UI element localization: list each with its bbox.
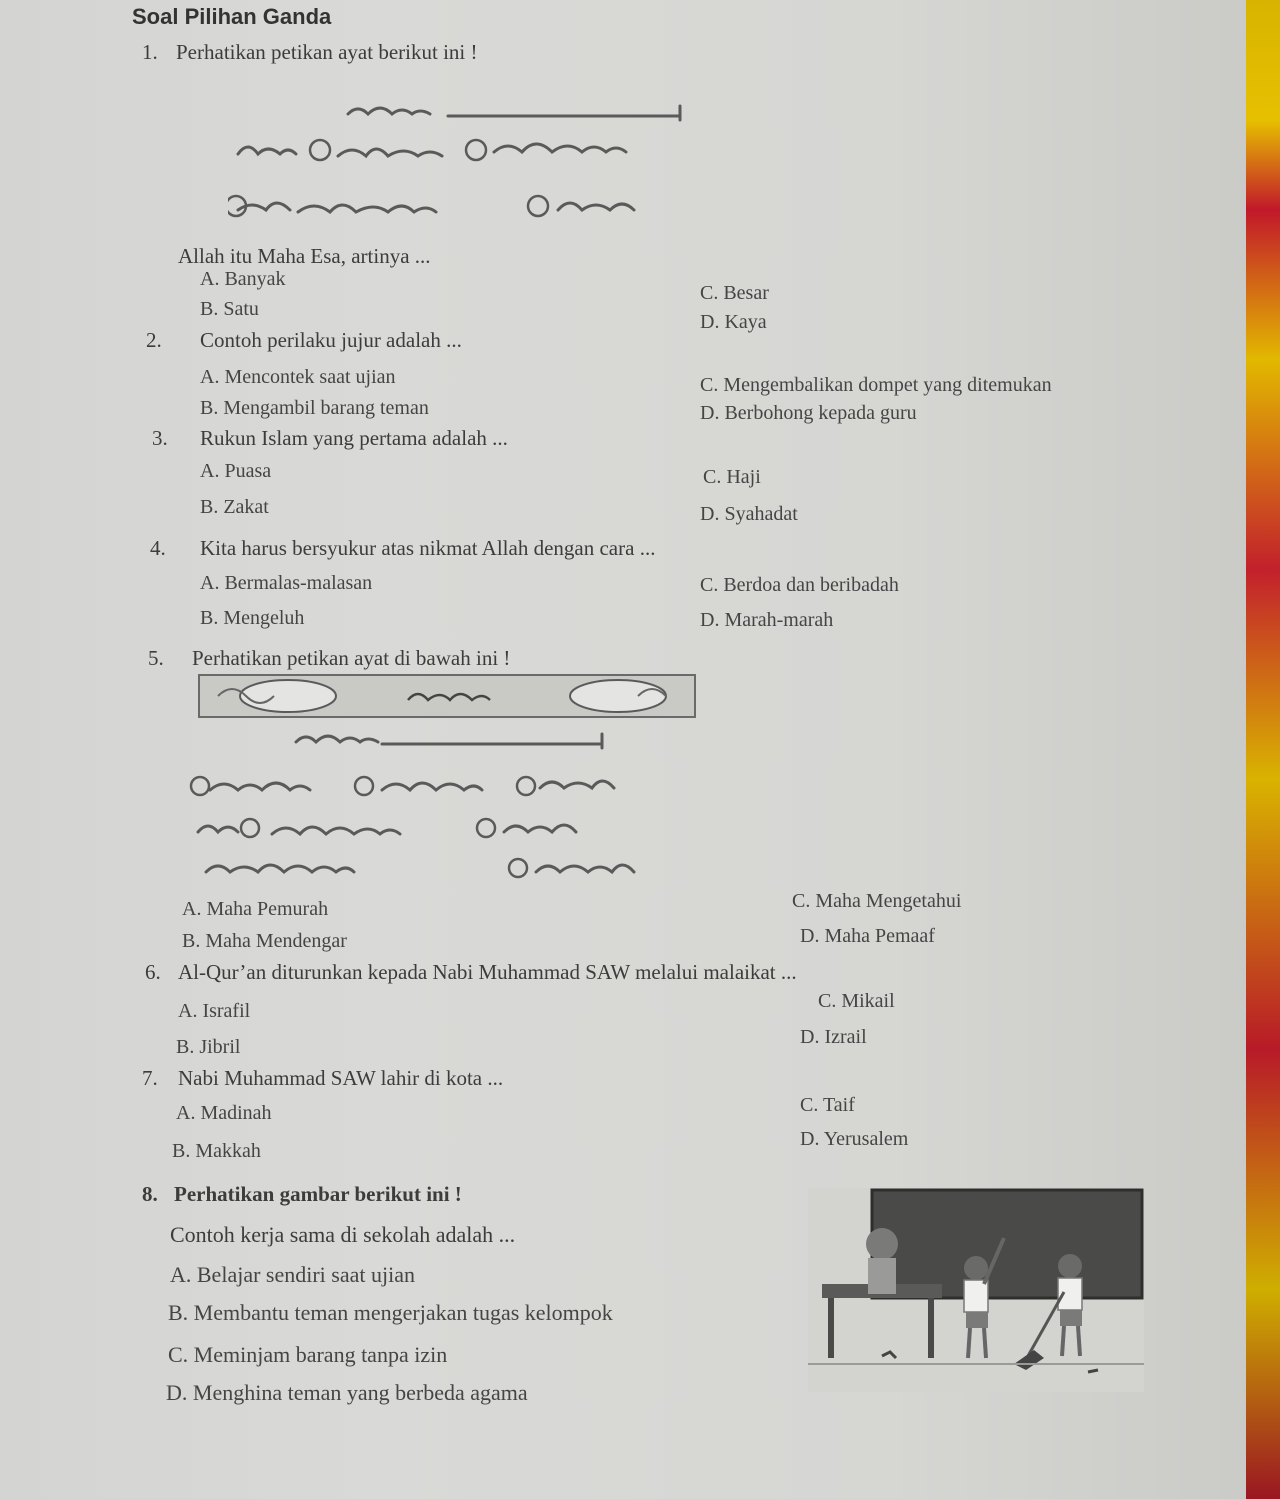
question-8-option-d[interactable]: D. Menghina teman yang berbeda agama [166, 1380, 528, 1405]
question-3-option-a[interactable]: A. Puasa [200, 460, 272, 482]
question-6-text: Al-Qur’an diturunkan kepada Nabi Muhammad SAW melalui malaikat ... [178, 960, 797, 984]
question-1-number: 1. [142, 40, 158, 64]
background-red-yellow-edge [1246, 0, 1280, 1499]
question-3-option-b[interactable]: B. Zakat [200, 496, 269, 518]
question-4-option-c[interactable]: C. Berdoa dan beribadah [700, 574, 899, 596]
question-3-option-c[interactable]: C. Haji [703, 466, 761, 488]
question-1-option-b[interactable]: B. Satu [200, 298, 259, 320]
question-7-number: 7. [142, 1066, 158, 1090]
question-4-option-d[interactable]: D. Marah-marah [700, 609, 834, 631]
question-4-option-a[interactable]: A. Bermalas-malasan [200, 572, 373, 594]
question-8-option-a[interactable]: A. Belajar sendiri saat ujian [170, 1262, 415, 1287]
question-8-option-b[interactable]: B. Membantu teman mengerjakan tugas kelompok [168, 1300, 613, 1325]
question-2-option-c[interactable]: C. Mengembalikan dompet yang ditemukan [700, 374, 1052, 396]
question-5-option-d[interactable]: D. Maha Pemaaf [800, 925, 935, 947]
question-7-text: Nabi Muhammad SAW lahir di kota ... [178, 1066, 504, 1090]
question-4-text: Kita harus bersyukur atas nikmat Allah dengan cara ... [200, 536, 656, 560]
question-5-option-a[interactable]: A. Maha Pemurah [182, 898, 329, 920]
question-2-number: 2. [146, 328, 162, 352]
question-2-option-a[interactable]: A. Mencontek saat ujian [200, 366, 396, 388]
question-7-option-b[interactable]: B. Makkah [172, 1140, 261, 1162]
question-6-option-b[interactable]: B. Jibril [176, 1036, 241, 1058]
question-6-option-a[interactable]: A. Israfil [178, 1000, 251, 1022]
question-1-option-c[interactable]: C. Besar [700, 282, 769, 304]
question-5-text: Perhatikan petikan ayat di bawah ini ! [192, 646, 511, 670]
question-5-number: 5. [148, 646, 164, 670]
question-3-number: 3. [152, 426, 168, 450]
question-8-option-c[interactable]: C. Meminjam barang tanpa izin [168, 1342, 448, 1367]
question-4-option-b[interactable]: B. Mengeluh [200, 607, 305, 629]
question-1-sub: Allah itu Maha Esa, artinya ... [178, 244, 431, 268]
question-2-option-b[interactable]: B. Mengambil barang teman [200, 397, 429, 419]
question-1-text: Perhatikan petikan ayat berikut ini ! [176, 40, 478, 64]
question-6-number: 6. [145, 960, 161, 984]
question-1-option-d[interactable]: D. Kaya [700, 311, 767, 333]
question-6-option-c[interactable]: C. Mikail [818, 990, 895, 1012]
arabic-verse-5-image [186, 726, 746, 882]
question-2-text: Contoh perilaku jujur adalah ... [200, 328, 462, 352]
question-6-option-d[interactable]: D. Izrail [800, 1026, 867, 1048]
question-3-text: Rukun Islam yang pertama adalah ... [200, 426, 508, 450]
question-7-option-d[interactable]: D. Yerusalem [800, 1128, 909, 1150]
question-3-option-d[interactable]: D. Syahadat [700, 503, 798, 525]
question-5-option-b[interactable]: B. Maha Mendengar [182, 930, 347, 952]
question-1-option-a[interactable]: A. Banyak [200, 268, 286, 290]
arabic-surah-header-image [198, 674, 696, 718]
question-8-sub: Contoh kerja sama di sekolah adalah ... [170, 1222, 516, 1247]
question-7-option-a[interactable]: A. Madinah [176, 1102, 272, 1124]
question-2-option-d[interactable]: D. Berbohong kepada guru [700, 402, 917, 424]
arabic-verse-1-image [228, 92, 748, 232]
question-8-number: 8. [142, 1182, 158, 1206]
question-5-option-c[interactable]: C. Maha Mengetahui [792, 890, 962, 912]
question-7-option-c[interactable]: C. Taif [800, 1094, 855, 1116]
worksheet-heading: Soal Pilihan Ganda [132, 4, 332, 29]
question-4-number: 4. [150, 536, 166, 560]
question-8-text: Perhatikan gambar berikut ini ! [174, 1182, 462, 1206]
classroom-cooperation-illustration [808, 1188, 1144, 1392]
